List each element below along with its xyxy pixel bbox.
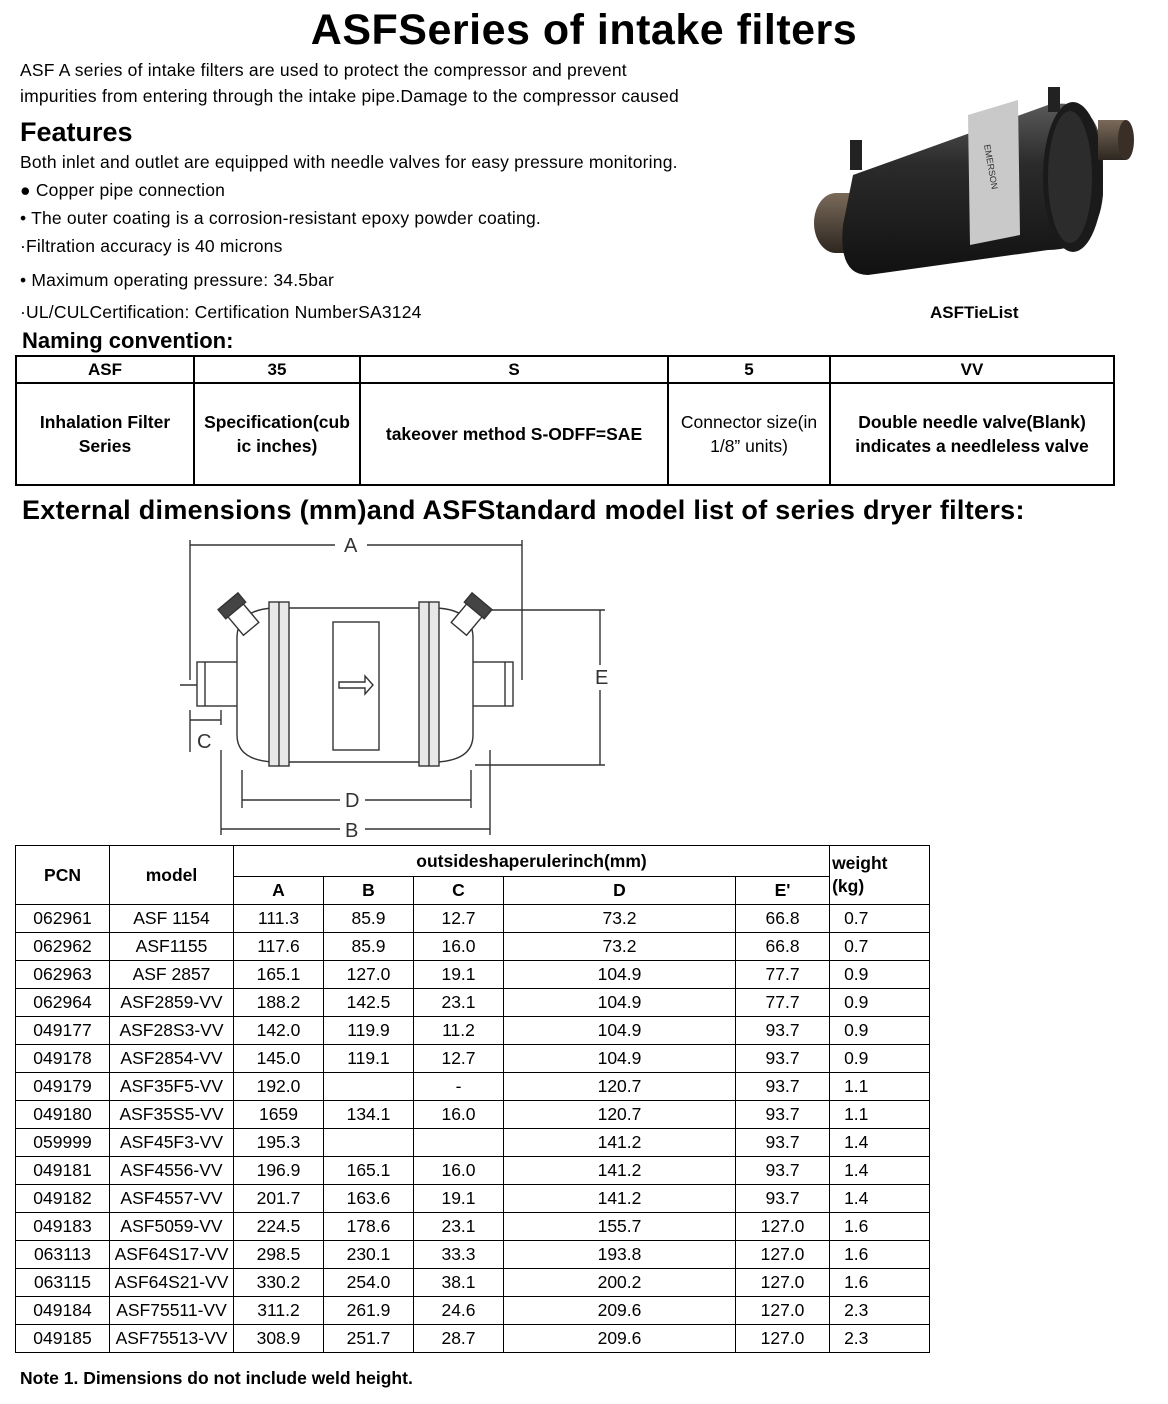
table-cell — [324, 1129, 414, 1157]
table-cell: 2.3 — [830, 1297, 930, 1325]
table-cell: 33.3 — [414, 1241, 504, 1269]
dim-label-c: C — [197, 731, 212, 753]
table-cell: 254.0 — [324, 1269, 414, 1297]
table-cell: 23.1 — [414, 1213, 504, 1241]
feature-item: • Maximum operating pressure: 34.5bar — [20, 270, 335, 290]
feature-item: ·Filtration accuracy is 40 microns — [20, 236, 283, 256]
table-cell: 127.0 — [736, 1297, 830, 1325]
table-cell: 049180 — [16, 1101, 110, 1129]
table-cell: 16.0 — [414, 1157, 504, 1185]
table-cell: 93.7 — [736, 1017, 830, 1045]
table-row — [16, 933, 930, 961]
table-cell: 93.7 — [736, 1129, 830, 1157]
col-header-b: B — [324, 877, 414, 905]
table-cell: 142.0 — [234, 1017, 324, 1045]
table-cell: ASF75513-VV — [110, 1325, 234, 1353]
table-cell: 93.7 — [736, 1185, 830, 1213]
table-cell: 117.6 — [234, 933, 324, 961]
col-header-e: E' — [736, 877, 830, 905]
table-cell: 142.5 — [324, 989, 414, 1017]
table-cell: 1.6 — [830, 1269, 930, 1297]
table-cell: 120.7 — [504, 1101, 736, 1129]
table-cell: 145.0 — [234, 1045, 324, 1073]
table-cell: 1.1 — [830, 1073, 930, 1101]
table-row — [16, 1269, 930, 1297]
table-cell: 049182 — [16, 1185, 110, 1213]
table-cell — [324, 1073, 414, 1101]
table-cell: ASF45F3-VV — [110, 1129, 234, 1157]
table-cell: 24.6 — [414, 1297, 504, 1325]
table-cell: 66.8 — [736, 905, 830, 933]
footnote: Note 1. Dimensions do not include weld height. — [20, 1368, 413, 1388]
table-cell: 049185 — [16, 1325, 110, 1353]
table-cell: 2.3 — [830, 1325, 930, 1353]
table-row — [16, 1185, 930, 1213]
table-cell: 23.1 — [414, 989, 504, 1017]
table-cell: ASF 1154 — [110, 905, 234, 933]
table-cell: 0.7 — [830, 933, 930, 961]
table-cell: 0.9 — [830, 989, 930, 1017]
table-row — [16, 1017, 930, 1045]
table-cell: 119.1 — [324, 1045, 414, 1073]
dimension-diagram — [175, 530, 625, 840]
table-cell: 209.6 — [504, 1297, 736, 1325]
table-cell: 1.4 — [830, 1129, 930, 1157]
table-cell: 127.0 — [736, 1241, 830, 1269]
table-cell: 141.2 — [504, 1185, 736, 1213]
table-cell: 111.3 — [234, 905, 324, 933]
table-cell: 308.9 — [234, 1325, 324, 1353]
table-cell: 127.0 — [736, 1325, 830, 1353]
table-cell: ASF64S21-VV — [110, 1269, 234, 1297]
table-cell: 104.9 — [504, 1017, 736, 1045]
table-cell: ASF4557-VV — [110, 1185, 234, 1213]
table-cell: 93.7 — [736, 1157, 830, 1185]
naming-table — [15, 355, 1115, 486]
table-cell: 85.9 — [324, 933, 414, 961]
table-cell: 330.2 — [234, 1269, 324, 1297]
naming-desc: takeover method S-ODFF=SAE — [360, 383, 668, 485]
table-cell: 049184 — [16, 1297, 110, 1325]
table-row — [16, 1213, 930, 1241]
table-cell: 0.9 — [830, 1017, 930, 1045]
table-cell: 049178 — [16, 1045, 110, 1073]
model-spec-table — [15, 845, 930, 1353]
table-cell: 062963 — [16, 961, 110, 989]
table-cell: 120.7 — [504, 1073, 736, 1101]
table-cell: 141.2 — [504, 1157, 736, 1185]
table-cell: 1.6 — [830, 1213, 930, 1241]
table-cell: 224.5 — [234, 1213, 324, 1241]
table-cell: 1659 — [234, 1101, 324, 1129]
photo-caption: ASFTieList — [930, 303, 1019, 322]
dim-label-b: B — [345, 820, 359, 840]
table-row — [16, 961, 930, 989]
table-cell: ASF 2857 — [110, 961, 234, 989]
col-header-a: A — [234, 877, 324, 905]
table-cell: 77.7 — [736, 961, 830, 989]
table-cell: 251.7 — [324, 1325, 414, 1353]
table-cell: 16.0 — [414, 1101, 504, 1129]
dim-label-a: A — [344, 535, 358, 557]
naming-code: 5 — [668, 356, 830, 383]
dim-label-d: D — [345, 790, 360, 812]
table-cell: 063113 — [16, 1241, 110, 1269]
table-cell: 196.9 — [234, 1157, 324, 1185]
table-cell: 1.6 — [830, 1241, 930, 1269]
naming-code: 35 — [194, 356, 360, 383]
table-cell: 311.2 — [234, 1297, 324, 1325]
feature-item: ● Copper pipe connection — [20, 180, 226, 200]
intro-line-1: ASF A series of intake filters are used to protect the compressor and prevent — [20, 60, 627, 80]
naming-code: VV — [830, 356, 1114, 383]
table-cell: 0.9 — [830, 1045, 930, 1073]
table-cell: 127.0 — [736, 1269, 830, 1297]
naming-heading: Naming convention: — [22, 328, 234, 353]
table-cell: 134.1 — [324, 1101, 414, 1129]
table-cell: 188.2 — [234, 989, 324, 1017]
table-cell: 062961 — [16, 905, 110, 933]
table-row — [16, 905, 930, 933]
table-cell: 0.7 — [830, 905, 930, 933]
table-cell: 261.9 — [324, 1297, 414, 1325]
col-header-weight: weight (kg) — [830, 846, 930, 905]
naming-code: S — [360, 356, 668, 383]
table-cell: 063115 — [16, 1269, 110, 1297]
photo-label-text: EMERSON — [982, 143, 1000, 191]
table-cell: 195.3 — [234, 1129, 324, 1157]
table-cell: ASF1155 — [110, 933, 234, 961]
table-cell: ASF64S17-VV — [110, 1241, 234, 1269]
table-cell: 201.7 — [234, 1185, 324, 1213]
table-cell: 155.7 — [504, 1213, 736, 1241]
table-cell: 77.7 — [736, 989, 830, 1017]
table-cell: 0.9 — [830, 961, 930, 989]
table-cell: 93.7 — [736, 1073, 830, 1101]
table-cell: 16.0 — [414, 933, 504, 961]
table-cell: 119.9 — [324, 1017, 414, 1045]
naming-code: ASF — [16, 356, 194, 383]
external-dimensions-heading: External dimensions (mm)and ASFStandard model list of series dryer filters: — [22, 495, 1025, 525]
table-cell: 12.7 — [414, 1045, 504, 1073]
table-cell: ASF2859-VV — [110, 989, 234, 1017]
table-cell: 049179 — [16, 1073, 110, 1101]
table-row — [16, 1241, 930, 1269]
table-cell: ASF28S3-VV — [110, 1017, 234, 1045]
table-cell: 141.2 — [504, 1129, 736, 1157]
col-header-pcn: PCN — [16, 846, 110, 905]
feature-item: • The outer coating is a corrosion-resistant epoxy powder coating. — [20, 208, 541, 228]
table-cell: 38.1 — [414, 1269, 504, 1297]
col-header-outside: outsideshaperulerinch(mm) — [234, 846, 830, 877]
table-cell: 178.6 — [324, 1213, 414, 1241]
table-row — [16, 1073, 930, 1101]
features-heading: Features — [20, 117, 133, 147]
table-cell: - — [414, 1073, 504, 1101]
table-cell — [414, 1129, 504, 1157]
table-cell: 93.7 — [736, 1045, 830, 1073]
table-cell: ASF35F5-VV — [110, 1073, 234, 1101]
table-cell: 230.1 — [324, 1241, 414, 1269]
table-cell: 1.4 — [830, 1185, 930, 1213]
table-row — [16, 1325, 930, 1353]
table-cell: 11.2 — [414, 1017, 504, 1045]
table-row — [16, 1101, 930, 1129]
table-cell: 163.6 — [324, 1185, 414, 1213]
table-cell: 209.6 — [504, 1325, 736, 1353]
table-cell: 1.4 — [830, 1157, 930, 1185]
dim-label-e: E — [595, 667, 609, 689]
table-cell: 062964 — [16, 989, 110, 1017]
table-cell: 85.9 — [324, 905, 414, 933]
table-cell: 165.1 — [234, 961, 324, 989]
table-row — [16, 1129, 930, 1157]
naming-desc: Double needle valve(Blank) indicates a needleless valve — [830, 383, 1114, 485]
table-row — [16, 1045, 930, 1073]
table-cell: ASF2854-VV — [110, 1045, 234, 1073]
naming-desc: Inhalation Filter Series — [16, 383, 194, 485]
table-cell: 73.2 — [504, 905, 736, 933]
table-cell: 193.8 — [504, 1241, 736, 1269]
table-cell: 93.7 — [736, 1101, 830, 1129]
table-cell: 28.7 — [414, 1325, 504, 1353]
table-row — [16, 1157, 930, 1185]
table-cell: 127.0 — [324, 961, 414, 989]
table-cell: 059999 — [16, 1129, 110, 1157]
page-title: ASFSeries of intake filters — [310, 6, 858, 54]
table-cell: 192.0 — [234, 1073, 324, 1101]
table-cell: 062962 — [16, 933, 110, 961]
table-cell: 104.9 — [504, 961, 736, 989]
table-cell: 165.1 — [324, 1157, 414, 1185]
table-cell: 127.0 — [736, 1213, 830, 1241]
table-cell: 049177 — [16, 1017, 110, 1045]
table-row — [16, 989, 930, 1017]
col-header-d: D — [504, 877, 736, 905]
feature-item: Both inlet and outlet are equipped with needle valves for easy pressure monitoring. — [20, 152, 678, 172]
table-cell: ASF75511-VV — [110, 1297, 234, 1325]
table-cell: ASF5059-VV — [110, 1213, 234, 1241]
col-header-c: C — [414, 877, 504, 905]
table-cell: 12.7 — [414, 905, 504, 933]
table-cell: 049181 — [16, 1157, 110, 1185]
table-cell: 200.2 — [504, 1269, 736, 1297]
table-cell: 1.1 — [830, 1101, 930, 1129]
table-cell: 66.8 — [736, 933, 830, 961]
feature-item: ·UL/CULCertification: Certification NumberSA3124 — [20, 302, 422, 322]
table-cell: 73.2 — [504, 933, 736, 961]
table-cell: 19.1 — [414, 1185, 504, 1213]
table-cell: 104.9 — [504, 1045, 736, 1073]
table-row — [16, 1297, 930, 1325]
naming-desc: Connector size(in 1/8” units) — [668, 383, 830, 485]
intro-line-2: impurities from entering through the intake pipe.Damage to the compressor caused — [20, 86, 679, 106]
table-cell: ASF35S5-VV — [110, 1101, 234, 1129]
table-cell: 104.9 — [504, 989, 736, 1017]
col-header-model: model — [110, 846, 234, 905]
naming-desc: Specification(cub ic inches) — [194, 383, 360, 485]
table-cell: 19.1 — [414, 961, 504, 989]
table-cell: 298.5 — [234, 1241, 324, 1269]
table-cell: 049183 — [16, 1213, 110, 1241]
product-photo — [798, 85, 1138, 300]
table-cell: ASF4556-VV — [110, 1157, 234, 1185]
